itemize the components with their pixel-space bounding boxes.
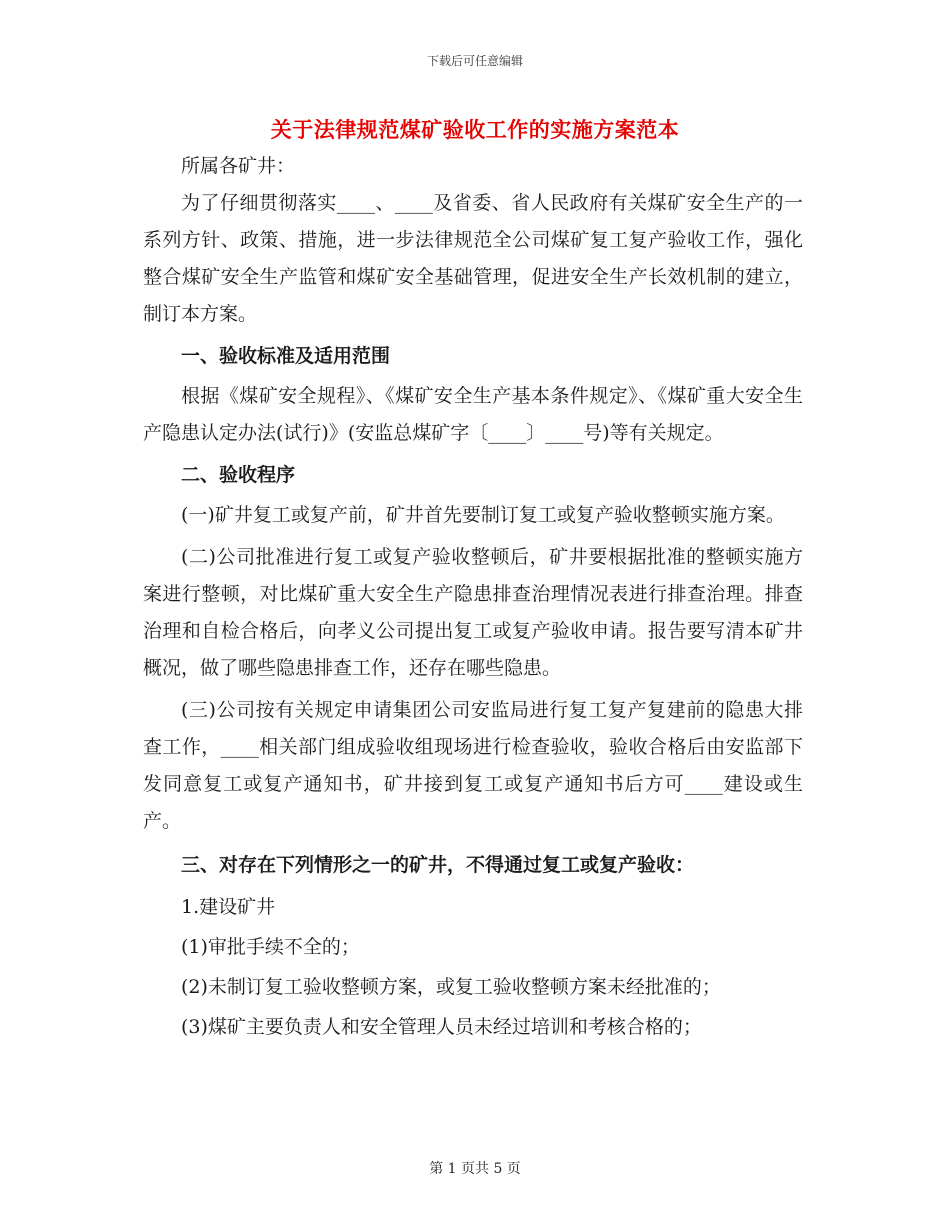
section-3-item-3: (3)煤矿主要负责人和安全管理人员未经过培训和考核合格的； <box>181 1016 702 1038</box>
section-1-body: 根据《煤矿安全规程》、《煤矿安全生产基本条件规定》、《煤矿重大安全生产隐患认定办法(试行)》(安监总煤矿字〔____〕____号)等有关规定。 <box>143 385 803 444</box>
header-note: 下载后可任意编辑 <box>426 54 523 68</box>
section-3-heading: 三、对存在下列情形之一的矿井，不得通过复工或复产验收： <box>181 854 695 876</box>
salutation: 所属各矿井： <box>181 155 296 177</box>
document-title: 关于法律规范煤矿验收工作的实施方案范本 <box>270 117 680 142</box>
section-3-sub-1: 1.建设矿井 <box>181 896 276 918</box>
page-number: 第 1 页共 5 页 <box>429 1161 521 1177</box>
document-body <box>143 148 803 1049</box>
section-1-heading: 一、验收标准及适用范围 <box>181 345 391 367</box>
section-2-step-3: (三)公司按有关规定申请集团公司安监局进行复工复产复建前的隐患大排查工作，____相关部门组成验收组现场进行检查验收，验收合格后由安监部下发同意复工或复产通知书，矿井接到复工或复产通知书后方可____建设或生产。 <box>143 699 803 832</box>
section-2-step-2: (二)公司批准进行复工或复产验收整顿后，矿井要根据批准的整顿实施方案进行整顿，对比煤矿重大安全生产隐患排查治理情况表进行排查治理。排查治理和自检合格后，向孝义公司提出复工或复产验收申请。报告要写清本矿井概况，做了哪些隐患排查工作，还存在哪些隐患。 <box>143 546 803 679</box>
section-2-step-1: (一)矿井复工或复产前，矿井首先要制订复工或复产验收整顿实施方案。 <box>181 504 785 526</box>
intro-paragraph: 为了仔细贯彻落实____、____及省委、省人民政府有关煤矿安全生产的一系列方针、政策、措施，进一步法律规范全公司煤矿复工复产验收工作，强化整合煤矿安全生产监管和煤矿安全基础管理，促进安全生产长效机制的建立，制订本方案。 <box>143 192 803 325</box>
section-2-heading: 二、验收程序 <box>181 464 296 486</box>
section-3-item-1: (1)审批手续不全的； <box>181 936 360 958</box>
section-3-item-2: (2)未制订复工验收整顿方案，或复工验收整顿方案未经批准的； <box>181 976 721 998</box>
